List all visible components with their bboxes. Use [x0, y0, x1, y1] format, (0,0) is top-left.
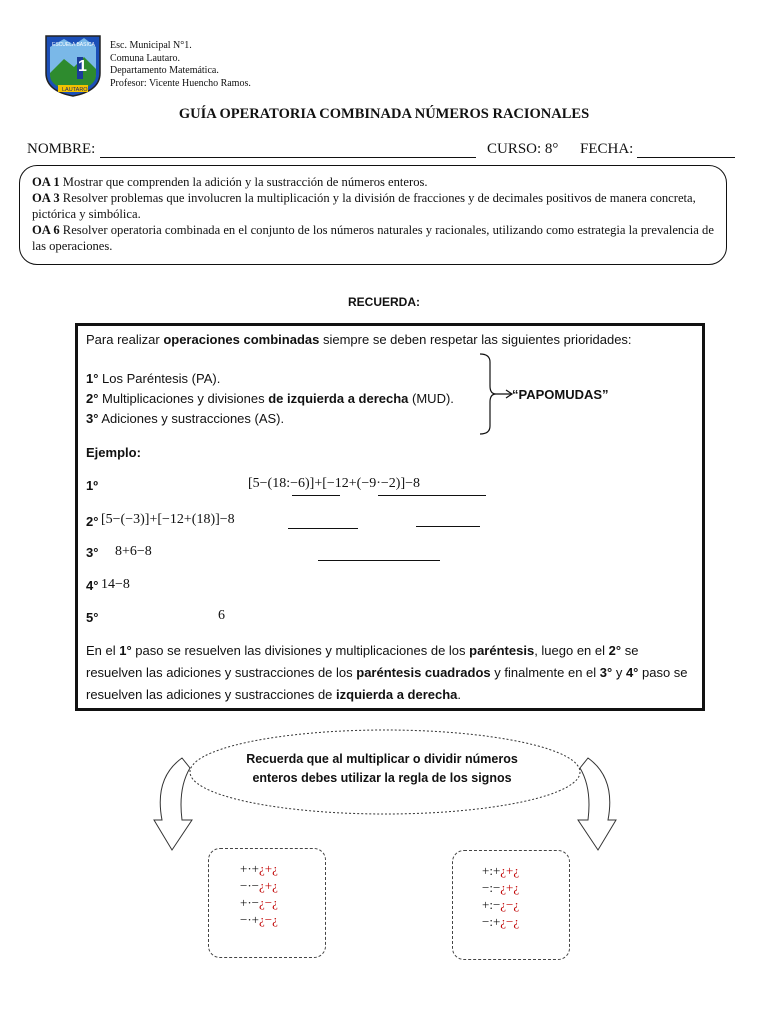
logo-text-bottom: LAUTARO: [62, 87, 88, 93]
division-signs-list: [482, 862, 519, 930]
objectives-box: [19, 165, 727, 265]
step-2-underline: [288, 528, 358, 529]
school-name: Esc. Municipal N°1.: [110, 40, 192, 51]
logo-number: 1: [78, 58, 87, 75]
teacher: Profesor: Vicente Huencho Ramos.: [110, 77, 251, 89]
name-label: NOMBRE:: [27, 141, 96, 157]
step-3-expression: 8+6−8: [115, 544, 152, 559]
mult-rule: −·−¿+¿: [240, 878, 278, 893]
step-2-underline: [416, 526, 480, 527]
objective-3: OA 3 Resolver problemas que involucren la multiplicación y la división de fracciones y de decimales positivos de manera concreta, pictórica y simbólica.: [32, 191, 696, 221]
step-1-label: 1º: [86, 478, 98, 493]
page-title: GUÍA OPERATORIA COMBINADA NÚMEROS RACIONALES: [178, 106, 590, 122]
objective-1: OA 1 Mostrar que comprenden la adición y la sustracción de números enteros.: [32, 175, 428, 189]
name-field[interactable]: [100, 143, 476, 158]
div-rule: +:+¿+¿: [482, 863, 520, 878]
step-2-label: 2°: [86, 514, 99, 529]
step-4-expression: 14−8: [101, 577, 130, 592]
step-5-label: 5°: [86, 610, 99, 625]
signs-diagram: [150, 728, 620, 858]
department: Departamento Matemática.: [110, 65, 219, 76]
rules-intro: Para realizar operaciones combinadas siempre se deben respetar las siguientes prioridades:: [86, 332, 632, 347]
objective-6: OA 6 Resolver operatoria combinada en el conjunto de los números naturales y racionales, utilizando como estrategia la prevalencia de las operaciones.: [32, 223, 714, 253]
date-label: FECHA:: [580, 141, 634, 157]
div-rule: −:+¿−¿: [482, 914, 520, 929]
priority-3: 3° Adiciones y sustracciones (AS).: [86, 411, 285, 426]
mult-rule: −·+¿−¿: [240, 912, 278, 927]
step-1-underline: [432, 495, 486, 496]
step-3-label: 3°: [86, 545, 99, 560]
mult-rule: +·−¿−¿: [240, 895, 278, 910]
date-field[interactable]: [637, 143, 735, 158]
priority-2: 2° Multiplicaciones y divisiones de izquierda a derecha (MUD).: [86, 391, 454, 406]
recuerda-heading: RECUERDA:: [348, 295, 420, 309]
mult-rule: +·+¿+¿: [240, 861, 278, 876]
step-1-expression: [5−(18:−6)]+[−12+(−9·−2)]−8: [248, 476, 421, 491]
step-1-underline: [378, 495, 432, 496]
div-rule: −:−¿+¿: [482, 880, 520, 895]
signs-rule-note: Recuerda que al multiplicar o dividir números enteros debes utilizar la regla de los signos: [246, 752, 518, 785]
commune: Comuna Lautaro.: [110, 52, 180, 64]
priority-list: [86, 369, 454, 429]
priority-1: 1° Los Paréntesis (PA).: [86, 371, 221, 386]
school-header: [110, 40, 251, 90]
div-rule: +:−¿−¿: [482, 897, 520, 912]
school-logo: [44, 33, 102, 97]
multiplication-signs-list: [240, 860, 278, 928]
example-label: Ejemplo:: [86, 445, 141, 460]
step-5-expression: 6: [218, 608, 225, 623]
step-2-expression: [5−(−3)]+[−12+(18)]−8: [101, 512, 235, 527]
step-1-underline: [292, 495, 340, 496]
course-label: CURSO: 8°: [487, 141, 559, 157]
step-4-label: 4°: [86, 578, 99, 593]
papomudas-mnemonic: “PAPOMUDAS”: [512, 387, 609, 402]
logo-text-top: ESCUELA BASICA: [52, 42, 95, 48]
step-3-underline: [318, 560, 440, 561]
explanation-text: En el 1° paso se resuelven las divisiones y multiplicaciones de los paréntesis, luego en el 2° se resuelven las adiciones y sustracciones de los paréntesis cuadrados y finalmente en el 3° y 4° paso se resuelven las adiciones y sustracciones de izquierda a derecha.: [86, 643, 688, 702]
brace-arrow-icon: [476, 352, 516, 436]
